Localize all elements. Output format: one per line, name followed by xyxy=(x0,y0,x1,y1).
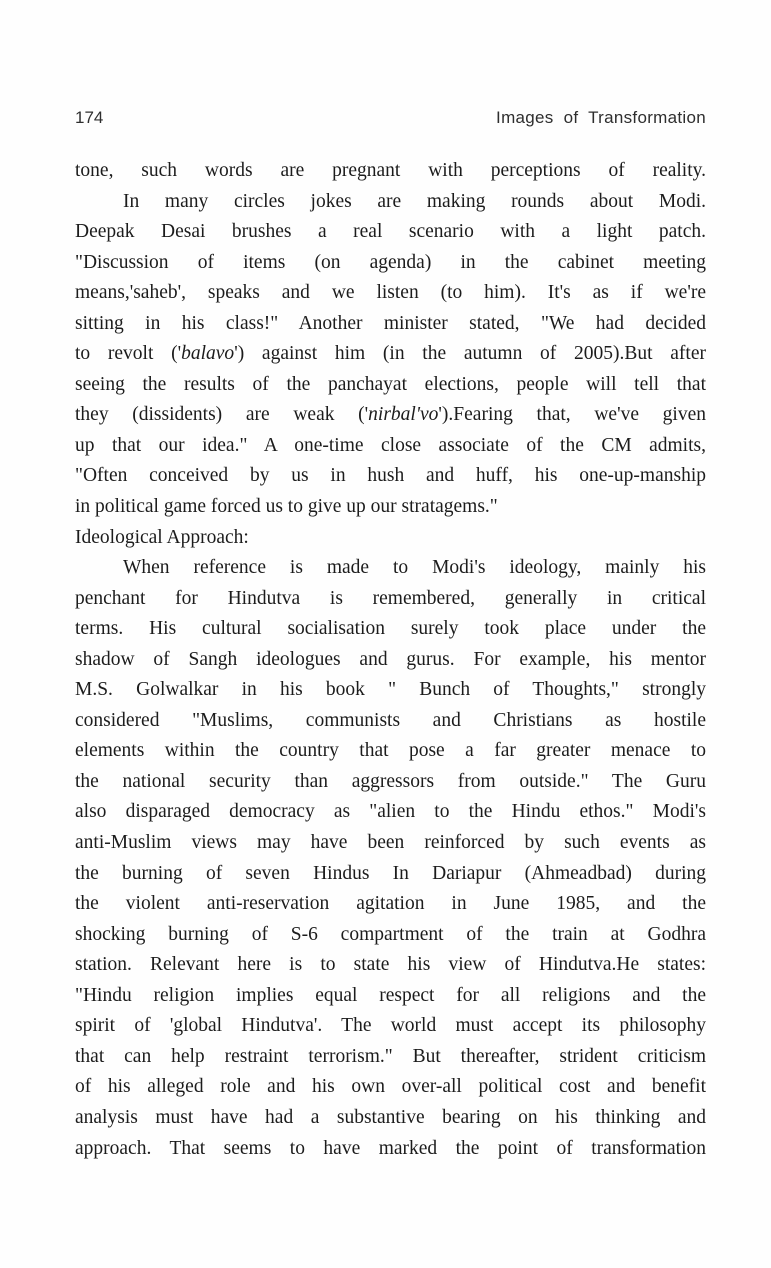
text-line: approach. That seems to have marked the point of transformation xyxy=(75,1137,706,1159)
text-line: also disparaged democracy as "alien to the Hindu ethos." Modi's xyxy=(75,801,706,823)
page-number: 174 xyxy=(75,108,104,127)
text-line: tone, such words are pregnant with perceptions of reality. xyxy=(75,160,706,181)
text-line: "Discussion of items (on agenda) in the cabinet meeting xyxy=(75,251,706,273)
text-segment: to revolt (' xyxy=(75,343,182,365)
text-line: In many circles jokes are making rounds about Modi. xyxy=(123,190,706,212)
text-line: When reference is made to Modi's ideology, mainly his xyxy=(123,557,706,579)
text-line: spirit of 'global Hindutva'. The world must accept its philosophy xyxy=(75,1015,706,1037)
text-line: terms. His cultural socialisation surely took place under the xyxy=(75,618,706,640)
running-header xyxy=(75,108,706,128)
text-line: elements within the country that pose a far greater menace to xyxy=(75,740,706,762)
text-line: the national security than aggressors from outside." The Guru xyxy=(75,770,706,792)
italic-term: nirbal'vo xyxy=(368,404,439,426)
text-line: M.S. Golwalkar in his book " Bunch of Thoughts," strongly xyxy=(75,679,706,701)
text-line: "Hindu religion implies equal respect for all religions and the xyxy=(75,984,706,1006)
italic-term: balavo xyxy=(181,343,235,365)
text-line xyxy=(75,339,706,370)
text-line: analysis must have had a substantive bearing on his thinking and xyxy=(75,1106,706,1128)
text-line: Deepak Desai brushes a real scenario with a light patch. xyxy=(75,221,706,243)
text-line: up that our idea." A one-time close associate of the CM admits, xyxy=(75,434,706,456)
text-segment: they (dissidents) are weak (' xyxy=(75,404,369,426)
text-line: station. Relevant here is to state his view of Hindutva.He states: xyxy=(75,954,706,976)
text-segment: ') against him (in the autumn of 2005).But after xyxy=(234,343,706,365)
text-line: means,'saheb', speaks and we listen (to him). It's as if we're xyxy=(75,282,706,304)
running-title: Images of Transformation xyxy=(496,108,706,127)
text-line: penchant for Hindutva is remembered, generally in critical xyxy=(75,587,706,609)
text-line: seeing the results of the panchayat elections, people will tell that xyxy=(75,373,706,395)
text-line: shocking burning of S-6 compartment of the train at Godhra xyxy=(75,923,706,945)
text-line: considered "Muslims, communists and Christians as hostile xyxy=(75,709,706,731)
section-heading: Ideological Approach: xyxy=(75,526,249,548)
text-line: the violent anti-reservation agitation in June 1985, and the xyxy=(75,893,706,915)
text-line: in political game forced us to give up our stratagems." xyxy=(75,496,498,518)
text-line: anti-Muslim views may have been reinforced by such events as xyxy=(75,832,706,854)
text-segment: ').Fearing that, we've given xyxy=(438,404,706,426)
text-line xyxy=(75,400,706,431)
text-line: the burning of seven Hindus In Dariapur (Ahmeadbad) during xyxy=(75,862,706,884)
text-line: of his alleged role and his own over-all political cost and benefit xyxy=(75,1076,706,1098)
page-body-text xyxy=(75,156,706,1164)
text-line: "Often conceived by us in hush and huff, his one-up-manship xyxy=(75,465,706,487)
text-line: sitting in his class!" Another minister stated, "We had decided xyxy=(75,312,706,334)
text-line: shadow of Sangh ideologues and gurus. For example, his mentor xyxy=(75,648,706,670)
text-line: that can help restraint terrorism." But thereafter, strident criticism xyxy=(75,1045,706,1067)
